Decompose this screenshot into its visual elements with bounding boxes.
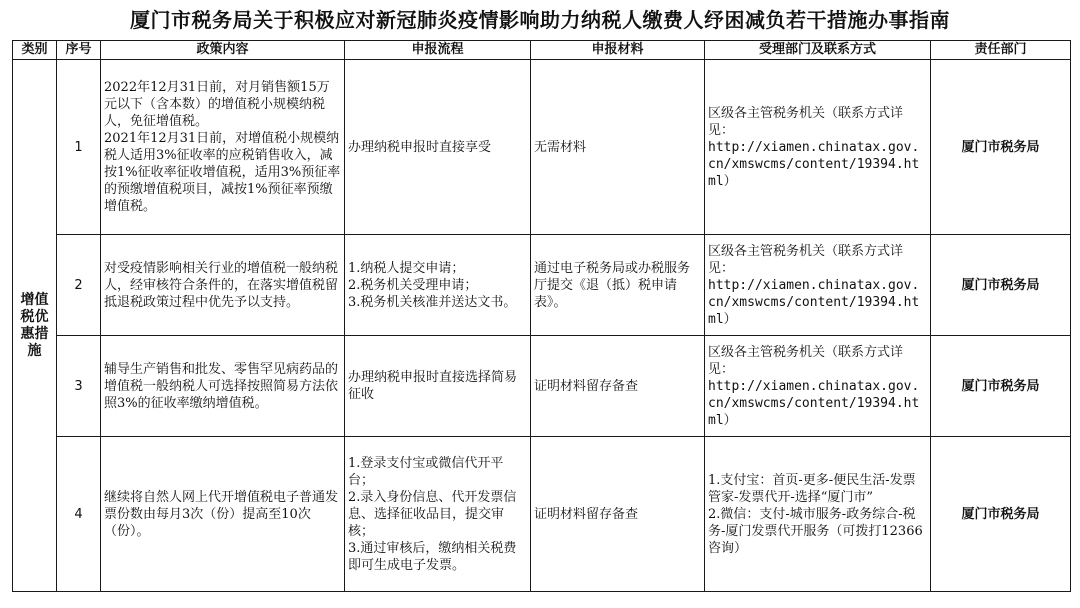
document-title: 厦门市税务局关于积极应对新冠肺炎疫情影响助力纳税人缴费人纾困减负若干措施办事指南 xyxy=(130,8,950,32)
contact-line: 区级各主管税务机关（联系方式详见： xyxy=(708,344,904,377)
table-row xyxy=(13,235,1071,336)
contact-line: 2.微信：支付-城市服务-政务综合-税务-厦门发票代开服务（可拨打12366咨询） xyxy=(708,506,923,556)
seq-cell: 2 xyxy=(57,235,101,336)
header-policy: 政策内容 xyxy=(101,41,345,60)
policy-cell xyxy=(101,60,345,235)
process-cell xyxy=(345,235,531,336)
contact-line: 区级各主管税务机关（联系方式详见： xyxy=(708,243,904,276)
contact-cell xyxy=(705,235,931,336)
materials-cell xyxy=(531,60,705,235)
process-line: 办理纳税申报时直接享受 xyxy=(348,139,492,155)
contact-cell xyxy=(705,60,931,235)
dept-cell: 厦门市税务局 xyxy=(931,60,1071,235)
header-category: 类别 xyxy=(13,41,57,60)
header-materials: 申报材料 xyxy=(531,41,705,60)
contact-cell xyxy=(705,437,931,592)
header-seq: 序号 xyxy=(57,41,101,60)
process-line: 1.登录支付宝或微信代开平台； xyxy=(348,455,504,488)
process-line: 办理纳税申报时直接选择简易征收 xyxy=(348,370,518,402)
seq-cell: 4 xyxy=(57,437,101,592)
contact-line: 1.支付宝：首页-更多-便民生活-发票管家-发票代开-选择“厦门市” xyxy=(708,472,916,505)
policy-line: 2021年12月31日前，对增值税小规模纳税人适用3%征收率的应税销售收入，减按1%征收率征收增值税，适用3%预征率的预缴增值税项目，减按1%预征率预缴增值税。 xyxy=(104,131,341,214)
contact-url: http://xiamen.chinatax.gov.cn/xmswcms/content/19394.html） xyxy=(708,378,920,428)
policy-line: 2022年12月31日前，对月销售额15万元以下（含本数）的增值税小规模纳税人，免征增值税。 xyxy=(104,80,330,129)
process-line: 2.税务机关受理申请； xyxy=(348,277,478,293)
contact-url: http://xiamen.chinatax.gov.cn/xmswcms/content/19394.html） xyxy=(708,139,920,189)
materials-line: 无需材料 xyxy=(534,139,587,155)
policy-cell xyxy=(101,336,345,437)
seq-cell: 3 xyxy=(57,336,101,437)
process-line: 3.通过审核后，缴纳相关税费即可生成电子发票。 xyxy=(348,540,517,573)
header-contact: 受理部门及联系方式 xyxy=(705,41,931,60)
materials-cell xyxy=(531,336,705,437)
process-cell xyxy=(345,60,531,235)
policy-line: 继续将自然人网上代开增值税电子普通发票份数由每月3次（份）提高至10次（份）。 xyxy=(104,489,339,539)
dept-cell: 厦门市税务局 xyxy=(931,235,1071,336)
table-row xyxy=(13,437,1071,592)
seq-cell: 1 xyxy=(57,60,101,235)
contact-url: http://xiamen.chinatax.gov.cn/xmswcms/content/19394.html） xyxy=(708,277,920,327)
materials-cell xyxy=(531,437,705,592)
header-row xyxy=(13,41,1071,60)
table-row xyxy=(13,60,1071,235)
table-row xyxy=(13,336,1071,437)
process-cell xyxy=(345,437,531,592)
materials-line: 证明材料留存备查 xyxy=(534,506,639,522)
header-dept: 责任部门 xyxy=(931,41,1071,60)
category-cell: 增值税优惠措施 xyxy=(13,60,57,592)
header-process: 申报流程 xyxy=(345,41,531,60)
contact-cell xyxy=(705,336,931,437)
guide-table xyxy=(12,40,1071,592)
materials-line: 证明材料留存备查 xyxy=(534,378,639,394)
process-cell xyxy=(345,336,531,437)
process-line: 2.录入身份信息、代开发票信息、选择征收品目，提交审核； xyxy=(348,489,517,539)
materials-cell xyxy=(531,235,705,336)
dept-cell: 厦门市税务局 xyxy=(931,336,1071,437)
process-line: 3.税务机关核准并送达文书。 xyxy=(348,294,517,310)
policy-line: 对受疫情影响相关行业的增值税一般纳税人，经审核符合条件的，在落实增值税留抵退税政策过程中优先予以支持。 xyxy=(104,260,339,310)
process-line: 1.纳税人提交申请； xyxy=(348,260,465,276)
contact-line: 区级各主管税务机关（联系方式详见： xyxy=(708,105,904,138)
dept-cell: 厦门市税务局 xyxy=(931,437,1071,592)
policy-cell xyxy=(101,235,345,336)
policy-cell xyxy=(101,437,345,592)
materials-line: 通过电子税务局或办税服务厅提交《退（抵）税申请表》。 xyxy=(534,260,691,310)
policy-line: 辅导生产销售和批发、零售罕见病药品的增值税一般纳税人可选择按照简易方法依照3%的征收率缴纳增值税。 xyxy=(104,361,339,411)
